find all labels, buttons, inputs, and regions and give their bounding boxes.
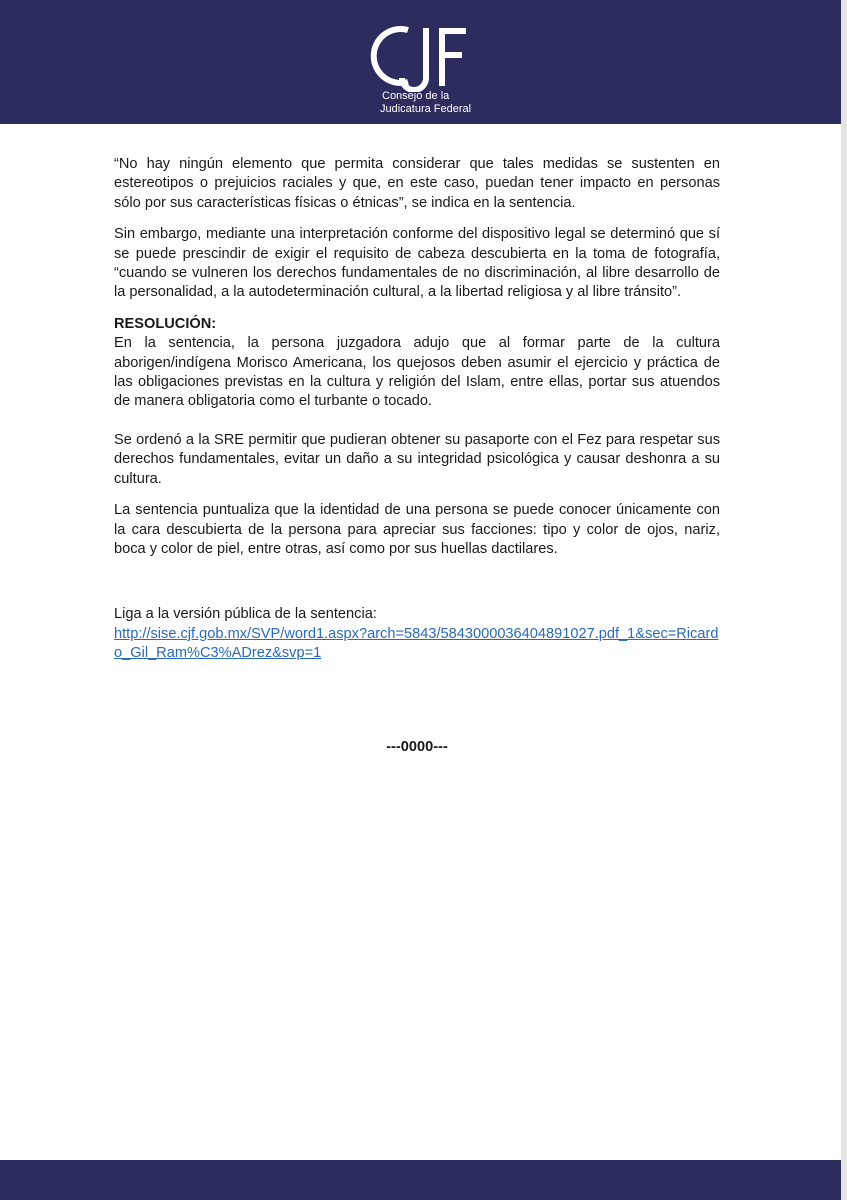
org-name-line2: Judicatura Federal bbox=[380, 103, 472, 115]
paragraph-resolution: En la sentencia, la persona juzgadora adujo que al formar parte de la cultura aborigen/indígena Morisco Americana, los quejosos deben asumir el ejercicio y práctica de las obligaciones previstas en la cultura y religión del Islam, entre ellas, portar sus atuendos de manera obligatoria como el turbante o tocado. bbox=[114, 335, 720, 410]
link-intro: Liga a la versión pública de la sentencia: bbox=[114, 606, 377, 623]
resolution-heading: RESOLUCIÓN: bbox=[114, 315, 217, 332]
sentence-link-line2[interactable]: o_Gil_Ram%C3%ADrez&svp=1 bbox=[114, 645, 322, 662]
closing-mark: ---0000--- bbox=[386, 739, 448, 755]
paragraph-interpretation: Sin embargo, mediante una interpretación conforme del dispositivo legal se determinó que sí se puede prescindir de exigir el requisito de cabeza descubierta en la toma de fotografía, “cuando se vulneren los derechos fundamentales de no discriminación, al libre desarrollo de la personalidad, a la autodeterminación cultural, a la libertad religiosa y al libre tránsito”. bbox=[114, 226, 720, 301]
paragraph-identity: La sentencia puntualiza que la identidad de una persona se puede conocer únicamente con la cara descubierta de la persona para apreciar sus facciones: tipo y color de ojos, nariz, boca y color de piel, entre otras, así como por sus huellas dactilares. bbox=[114, 502, 720, 557]
org-name-line1: Consejo de la bbox=[382, 90, 450, 102]
org-name bbox=[380, 90, 490, 116]
sentence-link[interactable] bbox=[114, 625, 720, 664]
document-body bbox=[114, 155, 720, 664]
page-edge bbox=[841, 0, 847, 1200]
footer-band bbox=[0, 1160, 841, 1200]
paragraph-quote: “No hay ningún elemento que permita considerar que tales medidas se sustenten en estereotipos o prejuicios raciales y que, en este caso, puedan tener impacto en personas sólo por sus características físicas o étnicas”, se indica en la sentencia. bbox=[114, 156, 720, 211]
header-band bbox=[0, 0, 841, 124]
paragraph-sre-order: Se ordenó a la SRE permitir que pudieran obtener su pasaporte con el Fez para respetar sus derechos fundamentales, evitar un daño a su integridad psicológica y causar deshonra a su cultura. bbox=[114, 431, 720, 487]
sentence-link-line1[interactable]: http://sise.cjf.gob.mx/SVP/word1.aspx?arch=5843/5843000036404891027.pdf_1&sec=Ricard bbox=[114, 625, 719, 642]
cjf-logo-icon bbox=[370, 22, 470, 92]
